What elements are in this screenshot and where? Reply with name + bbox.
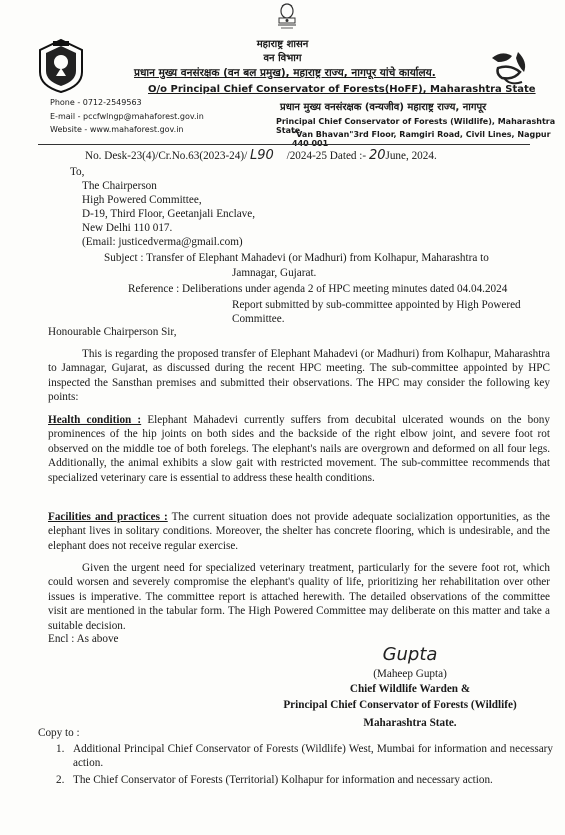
header-address: "Van Bhavan"3rd Floor, Ramgiri Road, Civil Lines, Nagpur <box>292 130 551 139</box>
list-item: Additional Principal Chief Conservator of Forests (Wildlife) West, Mumbai for information and necessary action. <box>73 743 553 770</box>
header-department-marathi: वन विभाग <box>263 53 302 64</box>
address-line: New Delhi 110 017. <box>82 222 173 234</box>
reference-line-2: Report submitted by sub-committee appointed by High Powered Committee. <box>232 299 521 326</box>
header-office-english: O/o Principal Chief Conservator of Forests(HoFF), Maharashtra State <box>148 84 536 95</box>
address-line: The Chairperson <box>82 180 157 192</box>
handwritten-day: 20 <box>368 148 386 163</box>
ashoka-emblem-icon <box>274 2 300 30</box>
copy-to-list <box>56 742 553 812</box>
list-item-number: 2. <box>56 774 65 786</box>
header-state-marathi: महाराष्ट्र शासन <box>256 39 309 50</box>
handwritten-signature: Gupta <box>382 644 438 665</box>
signatory-designation-3: Maharashtra State. <box>363 717 457 729</box>
header-office-marathi: प्रधान मुख्य वनसंरक्षक (वन बल प्रमुख), महाराष्ट्र राज्य, नागपूर यांचे कार्यालय. <box>134 67 436 79</box>
header-wildlife-english: Principal Chief Conservator of Forests (Wildlife), Maharashtra State <box>276 117 556 135</box>
list-item-number: 1. <box>56 743 65 755</box>
signature-block <box>0 638 565 738</box>
health-heading: Health condition : <box>48 414 142 426</box>
salutation: Honourable Chairperson Sir, <box>48 326 177 338</box>
address-email: (Email: justicedverma@gmail.com) <box>82 236 243 248</box>
reference-number: No. Desk-23(4)/Cr.No.63(2023-24)/ L90 /2024-25 Dated :- 20June, 2024. <box>85 148 437 163</box>
health-paragraph: Health condition : Elephant Mahadevi currently suffers from decubital ulcerated wounds on the bony prominences of the hip joints on both sides and the backside of the right elbow joint, and severe foot rot observed on the middle toe of both forelegs. The elephant's nails are overgrown and deformed on all four legs. Additionally, the animal exhibits a slow gait with restricted movement. The sub-committee recommends that specialized veterinary care is essential to address these health conditions. <box>48 414 550 484</box>
contact-website: Website - www.mahaforest.gov.in <box>50 125 184 134</box>
enclosure-note: Encl : As above <box>48 633 119 645</box>
contact-email: E-mail - pccfwlngp@mahaforest.gov.in <box>50 112 204 121</box>
list-item: The Chief Conservator of Forests (Territorial) Kolhapur for information and necessary action. <box>73 774 493 786</box>
to-label: To, <box>70 166 85 178</box>
subject-line-2: Jamnagar, Gujarat. <box>232 267 317 279</box>
header-wildlife-marathi: प्रधान मुख्य वनसंरक्षक (वन्यजीव) महाराष्ट्र राज्य, नागपूर <box>280 102 487 113</box>
handwritten-number: L90 <box>250 148 274 163</box>
signatory-name: (Maheep Gupta) <box>373 668 447 680</box>
facilities-heading: Facilities and practices : <box>48 511 168 523</box>
reference-line: Reference : Deliberations under agenda 2 of HPC meeting minutes dated 04.04.2024 <box>128 283 508 295</box>
address-line: High Powered Committee, <box>82 194 202 206</box>
header-divider <box>38 144 530 145</box>
facilities-paragraph: Facilities and practices : The current situation does not provide adequate socialization opportunities, as the elephant lives in solitary conditions. Moreover, the shelter has concrete flooring, which is undesirable, and the elephant does not receive regular exercise. <box>48 511 550 552</box>
signatory-designation-2: Principal Chief Conservator of Forests (Wildlife) <box>283 699 517 711</box>
contact-phone: Phone - 0712-2549563 <box>50 98 142 107</box>
copy-to-label: Copy to : <box>38 727 80 739</box>
signatory-designation-1: Chief Wildlife Warden & <box>349 683 471 695</box>
intro-paragraph: This is regarding the proposed transfer of Elephant Mahadevi (or Madhuri) from Kolhapur, Maharashtra to Jamnagar, Gujarat, as discussed during the recent HPC meeting. The sub-committee appointed by HPC inspected the Sansthan premises and submitted their observations. The HPC may consider the following key points: <box>48 348 550 404</box>
conclusion-paragraph: Given the urgent need for specialized veterinary treatment, particularly for the severe foot rot, which could worsen and severely compromise the elephant's quality of life, prioritizing her rehabilitation over other issues is imperative. The committee report is attached herewith. The detailed observations of the committee visit are mentioned in the tabular form. The High Powered Committee may deliberate on this matter and take a suitable decision. <box>48 562 550 632</box>
subject-line: Subject : Transfer of Elephant Mahadevi (or Madhuri) from Kolhapur, Maharashtra to <box>104 252 489 264</box>
address-line: D-19, Third Floor, Geetanjali Enclave, <box>82 208 256 220</box>
